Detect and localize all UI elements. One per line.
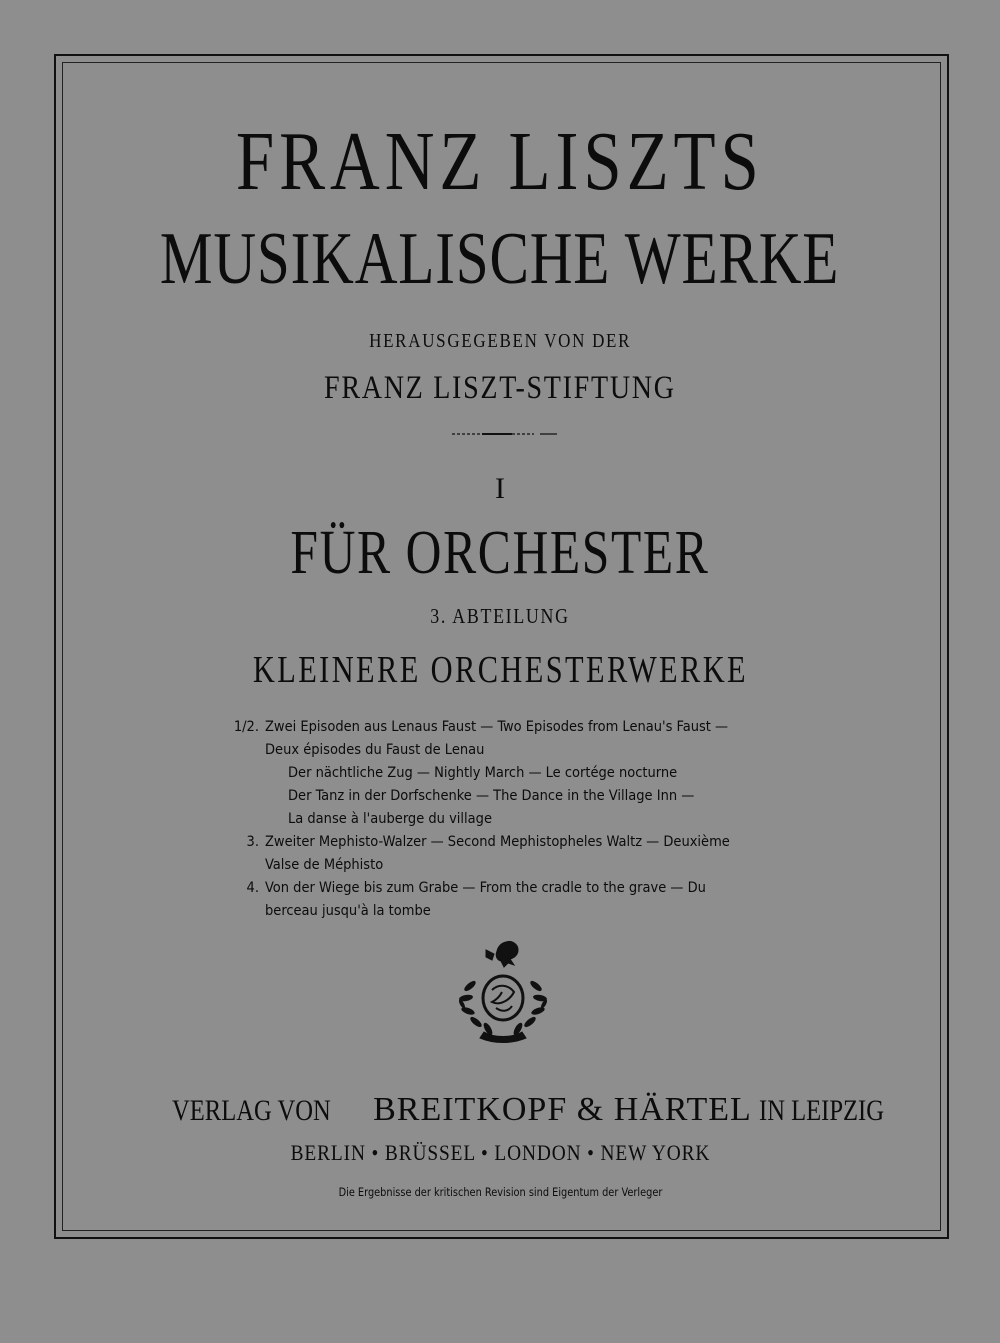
subtitle	[0, 648, 1000, 692]
title-line-2-text: MUSIKALISCHE WERKE	[160, 218, 840, 300]
item-text: Valse de Méphisto	[265, 857, 384, 873]
editor-prefix	[0, 330, 1000, 353]
editor-prefix-text: HERAUSGEGEBEN VON DER	[368, 330, 632, 352]
item-text: Zwei Episoden aus Lenaus Faust — Two Episodes from Lenau's Faust —	[265, 719, 729, 735]
editor-name	[0, 370, 1000, 407]
item-text: Zweiter Mephisto-Walzer — Second Mephistopheles Waltz — Deuxième	[265, 834, 730, 850]
publisher-crest-emblem	[448, 936, 558, 1046]
ornament-divider	[452, 433, 557, 435]
item-number: 1/2.	[233, 719, 259, 735]
publisher-prefix: VERLAG VON	[172, 1094, 331, 1127]
contents-item-3	[225, 877, 785, 900]
publisher-cities-text: BERLIN • BRÜSSEL • LONDON • NEW YORK	[290, 1140, 710, 1165]
contents-item-2	[225, 831, 785, 854]
division-label-text: 3. ABTEILUNG	[430, 604, 570, 628]
item-subtitle: La danse à l'auberge du village	[288, 811, 492, 827]
item-number: 3.	[246, 834, 259, 850]
item-subtitle: Der nächtliche Zug — Nightly March — Le cortége nocturne	[288, 765, 678, 781]
volume-number: I	[495, 472, 505, 505]
item-subtitle: Der Tanz in der Dorfschenke — The Dance in the Village Inn —	[288, 788, 695, 804]
publisher-cities	[0, 1140, 1000, 1166]
contents-item-1	[225, 716, 785, 739]
title-line-2	[0, 218, 1000, 300]
contents-list	[225, 716, 785, 923]
title-line-1	[0, 115, 1000, 208]
publisher-name: BREITKOPF & HÄRTEL	[373, 1091, 752, 1128]
title-line-1-text: FRANZ LISZTS	[236, 115, 764, 208]
division-label	[0, 604, 1000, 629]
copyright-note-text: Die Ergebnisse der kritischen Revision sind Eigentum der Verleger	[338, 1185, 662, 1199]
publisher-line	[172, 1093, 912, 1127]
publisher-suffix: IN LEIPZIG	[759, 1094, 885, 1127]
editor-name-text: FRANZ LISZT-STIFTUNG	[324, 370, 676, 406]
item-text: Von der Wiege bis zum Grabe — From the cradle to the grave — Du	[265, 880, 706, 896]
item-text: berceau jusqu'à la tombe	[265, 903, 431, 919]
item-number: 4.	[246, 880, 259, 896]
item-text: Deux épisodes du Faust de Lenau	[265, 742, 485, 758]
subtitle-text: KLEINERE ORCHESTERWERKE	[252, 649, 748, 691]
section-title	[0, 519, 1000, 587]
section-title-text: FÜR ORCHESTER	[290, 519, 710, 587]
copyright-note	[0, 1185, 1000, 1199]
